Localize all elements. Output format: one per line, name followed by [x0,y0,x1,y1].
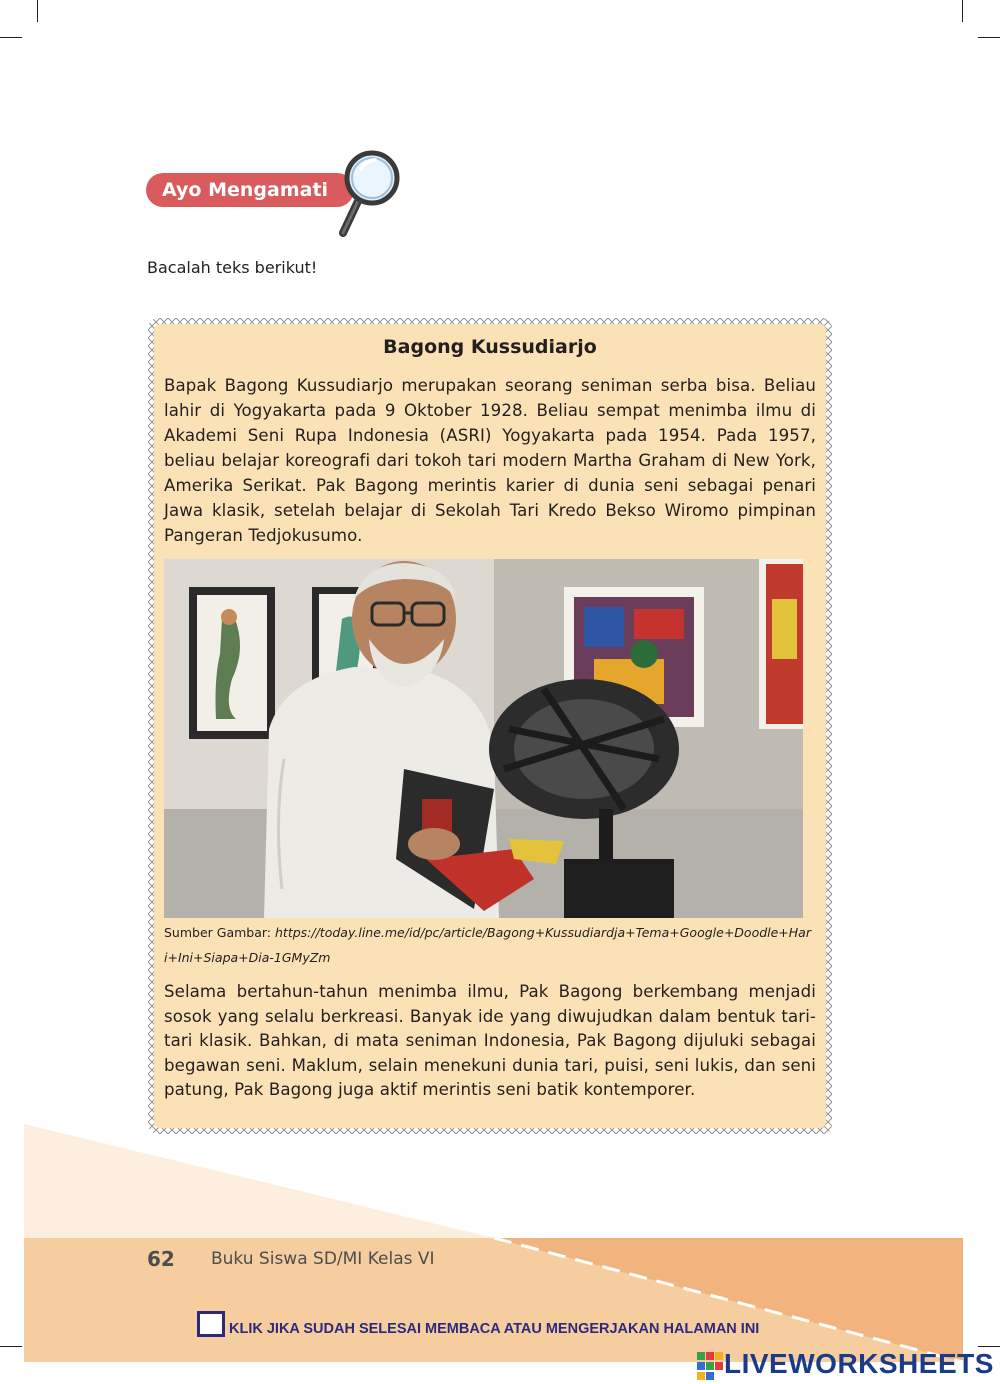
crop-mark [978,1346,1000,1347]
page-number: 62 [147,1247,175,1271]
article-title: Bagong Kussudiarjo [383,336,597,358]
artist-photo [164,559,803,918]
done-checkbox[interactable] [197,1311,225,1337]
liveworksheets-logo-icon [697,1352,723,1380]
crop-mark [978,37,1000,38]
section-header: Ayo Mengamati [146,173,354,207]
magnifier-icon [335,145,405,240]
crop-mark [37,0,38,22]
done-checkbox-label[interactable]: KLIK JIKA SUDAH SELESAI MEMBACA ATAU MENGERJAKAN HALAMAN INI [229,1321,760,1337]
intro-text: Bacalah teks berikut! [147,258,318,277]
book-title: Buku Siswa SD/MI Kelas VI [211,1249,435,1269]
crop-mark [0,37,22,38]
caption-url: https://today.line.me/id/pc/article/Bagong+Kussudiardja+Tema+Google+Doodle+Hari+Ini+Siapa+Dia-1GMyZm [164,925,811,965]
image-caption [164,920,814,970]
crop-mark [0,1346,22,1347]
crop-mark [962,0,963,22]
caption-label: Sumber Gambar: [164,925,275,940]
article-paragraph-1: Bapak Bagong Kussudiarjo merupakan seorang seniman serba bisa. Beliau lahir di Yogyakarta pada 9 Oktober 1928. Beliau sempat menimba ilmu di Akademi Seni Rupa Indonesia (ASRI) Yogyakarta pada 1954. Pada 1957, beliau belajar koreografi dari tokoh tari modern Martha Graham di New York, Amerika Serikat. Pak Bagong merintis karier di dunia seni sebagai penari Jawa klasik, setelah belajar di Sekolah Tari Kredo Bekso Wiromo pimpinan Pangeran Tedjokusumo. [164,376,816,545]
liveworksheets-brand: LIVEWORKSHEETS [724,1348,994,1379]
article-paragraph-2: Selama bertahun-tahun menimba ilmu, Pak Bagong berkembang menjadi sosok yang selalu berkreasi. Banyak ide yang diwujudkan dalam bentuk tari-tari klasik. Bahkan, di mata seniman Indonesia, Pak Bagong dijuluki sebagai begawan seni. Maklum, selain menekuni dunia tari, puisi, seni lukis, dan seni patung, Pak Bagong juga aktif merintis seni batik kontemporer. [164,982,816,1099]
